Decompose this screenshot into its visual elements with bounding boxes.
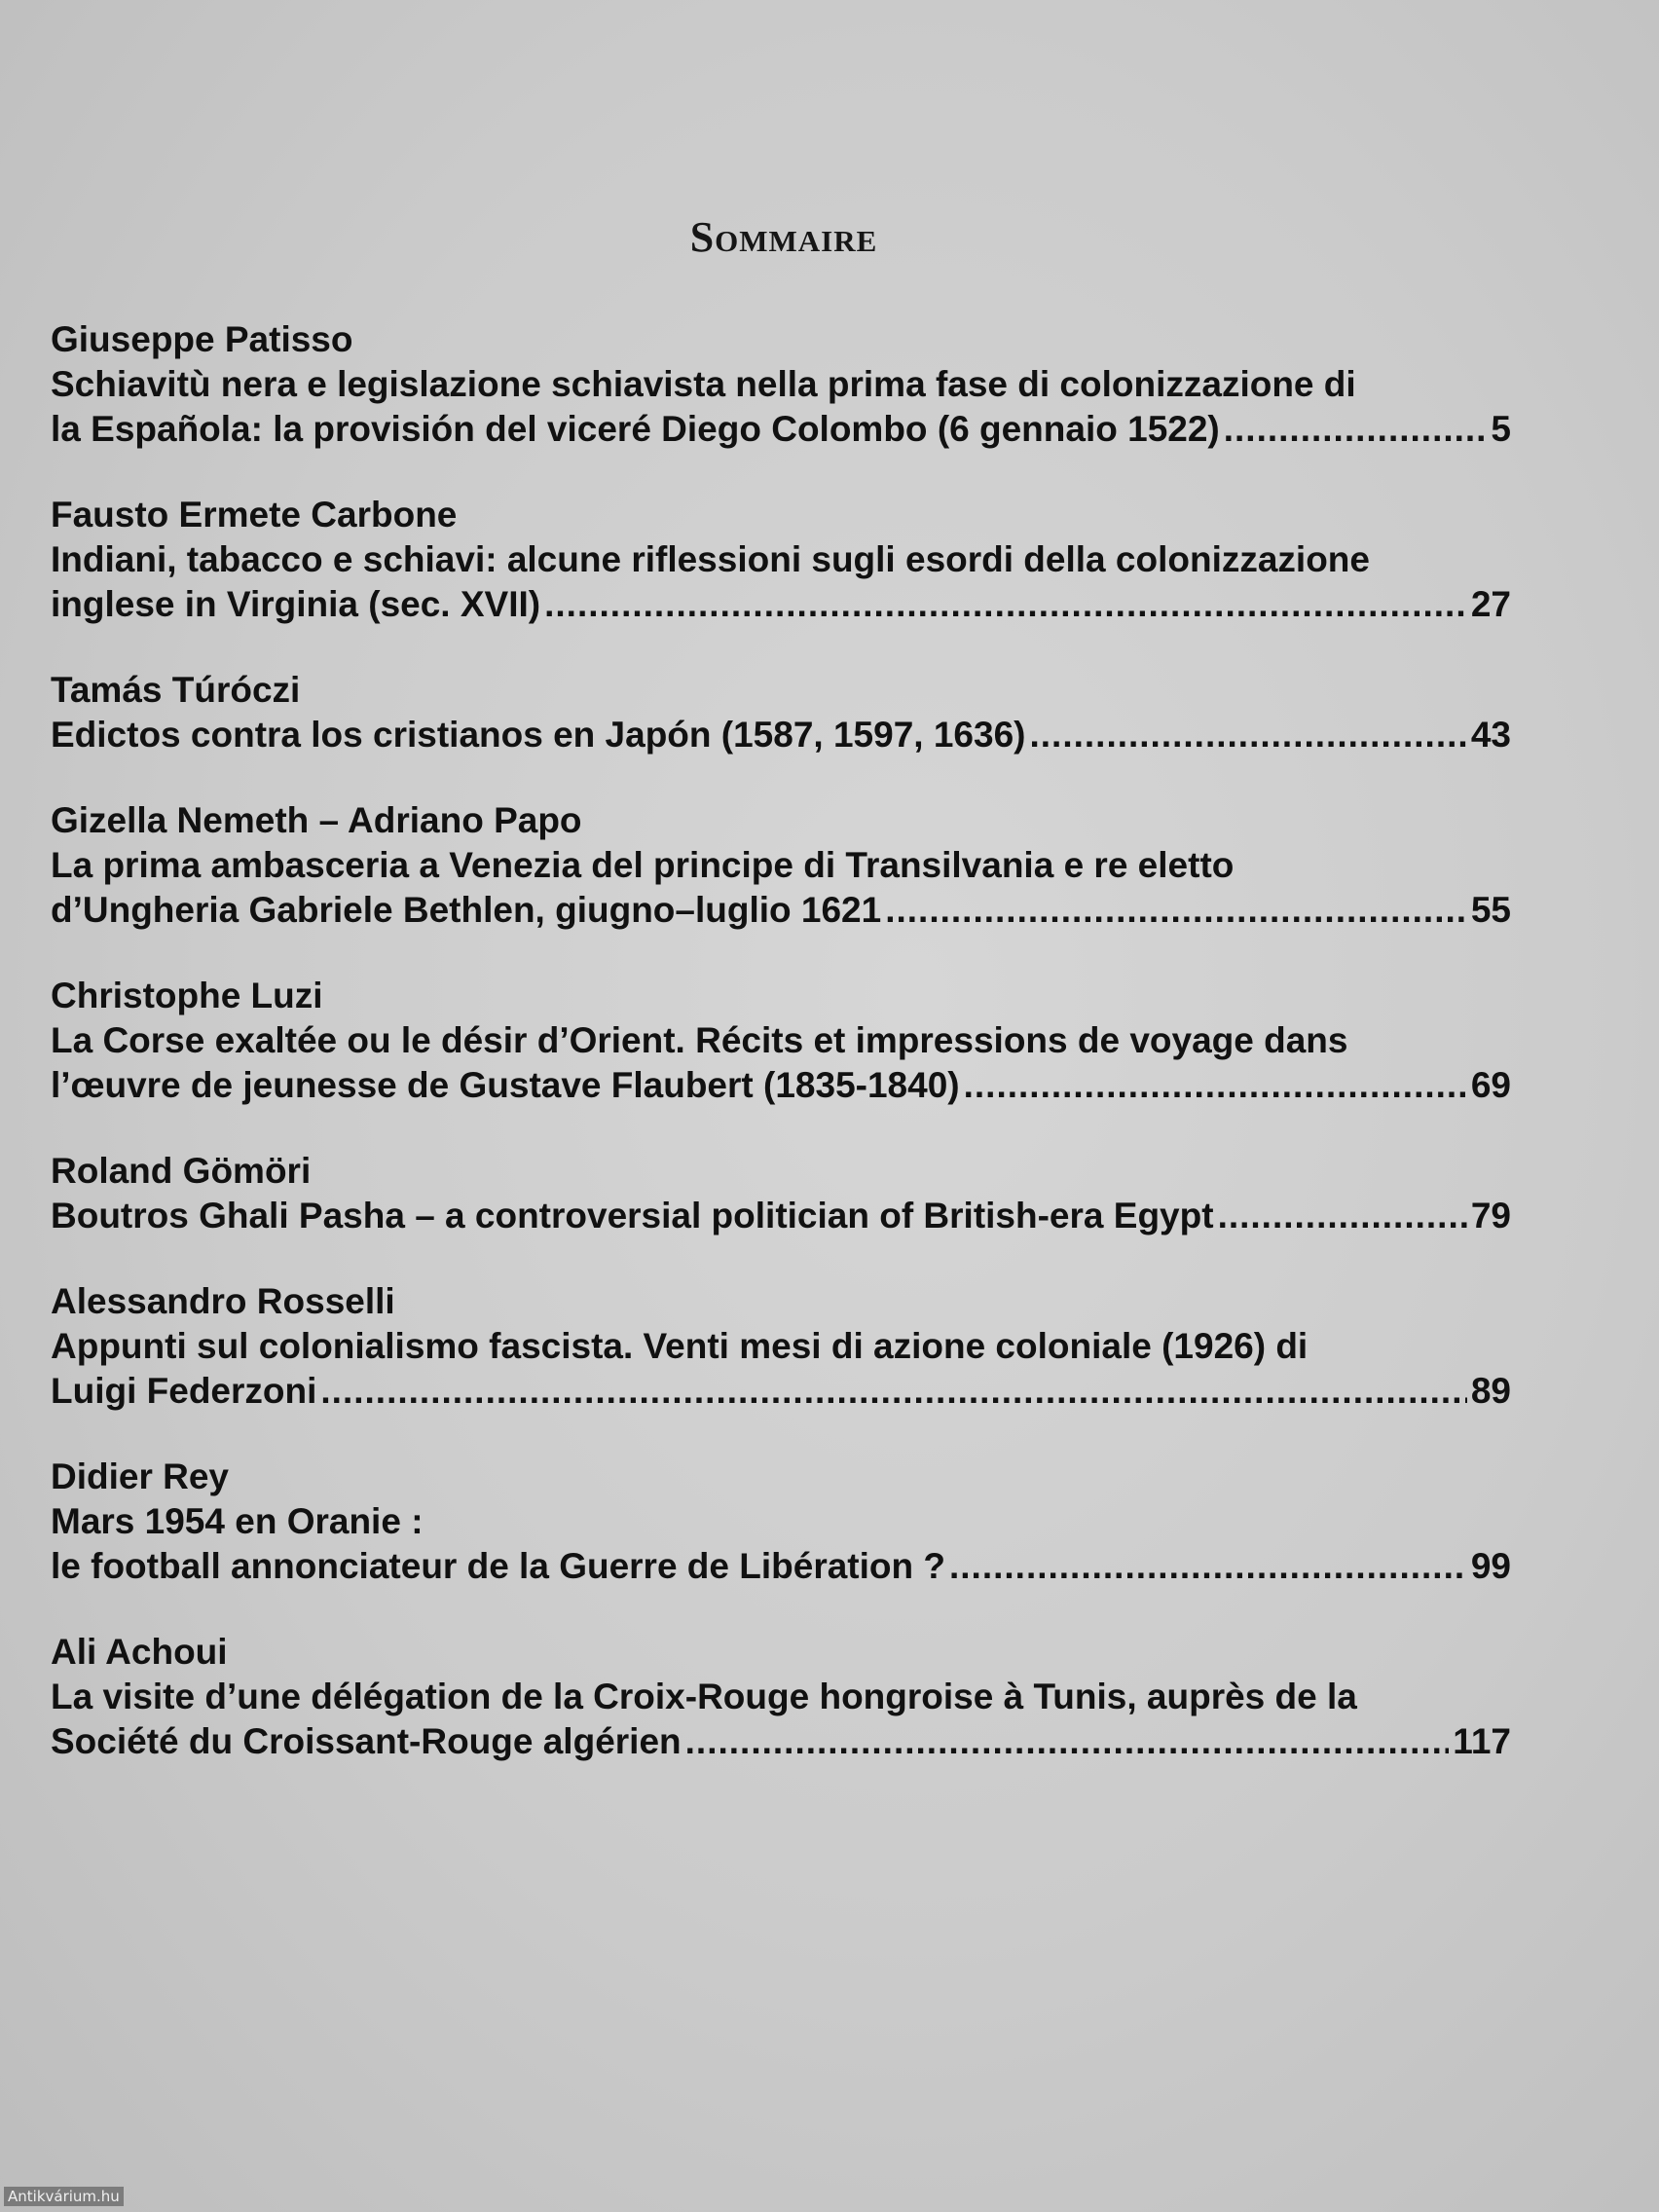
- toc-title-last-line: [51, 713, 1511, 757]
- toc-title-last-line: [51, 1194, 1511, 1238]
- toc-title-line: La prima ambasceria a Venezia del principe di Transilvania e re eletto: [51, 845, 1235, 885]
- toc-entry: [51, 1455, 1511, 1589]
- dot-leader: [1218, 1194, 1467, 1238]
- page-number: 55: [1470, 890, 1511, 930]
- toc-author: Alessandro Rosselli: [51, 1281, 395, 1321]
- page-number: 5: [1491, 409, 1511, 449]
- toc-author: Tamás Túróczi: [51, 670, 301, 710]
- page-number: 99: [1470, 1546, 1511, 1586]
- page-number: 43: [1470, 715, 1511, 755]
- toc-title-line: inglese in Virginia (sec. XVII): [51, 584, 541, 624]
- dot-leader: [685, 1719, 1450, 1764]
- toc-entry: [51, 1279, 1511, 1414]
- toc-title-line: Indiani, tabacco e schiavi: alcune riflessioni sugli esordi della colonizzazione: [51, 539, 1370, 579]
- toc-entry: [51, 317, 1511, 452]
- toc-title-line: Boutros Ghali Pasha – a controversial politician of British-era Egypt: [51, 1196, 1214, 1235]
- page-number: 89: [1470, 1371, 1511, 1411]
- toc-title-line: La visite d’une délégation de la Croix-Rouge hongroise à Tunis, auprès de la: [51, 1677, 1357, 1716]
- dot-leader: [320, 1369, 1466, 1414]
- toc-entry: [51, 668, 1511, 757]
- toc-entry: [51, 798, 1511, 933]
- toc-entry: [51, 974, 1511, 1108]
- toc-title-last-line: [51, 582, 1511, 627]
- toc-author: Giuseppe Patisso: [51, 319, 353, 359]
- toc-title-last-line: [51, 1544, 1511, 1589]
- toc-title-line: d’Ungheria Gabriele Bethlen, giugno–luglio 1621: [51, 890, 882, 930]
- page-number: 69: [1470, 1065, 1511, 1105]
- toc-entry: [51, 1630, 1511, 1764]
- toc-author: Fausto Ermete Carbone: [51, 495, 458, 535]
- toc-title-line: La Corse exaltée ou le désir d’Orient. Récits et impressions de voyage dans: [51, 1020, 1348, 1060]
- toc-title-line: la Española: la provisión del viceré Diego Colombo (6 gennaio 1522): [51, 409, 1220, 449]
- toc-author: Gizella Nemeth – Adriano Papo: [51, 800, 582, 840]
- dot-leader: [544, 582, 1467, 627]
- page-number: 117: [1453, 1721, 1511, 1761]
- toc-title-line: Edictos contra los cristianos en Japón (1587, 1597, 1636): [51, 715, 1026, 755]
- toc-entry: [51, 493, 1511, 627]
- toc-author: Roland Gömöri: [51, 1151, 312, 1191]
- toc-entry: [51, 1149, 1511, 1238]
- toc-title-last-line: [51, 407, 1511, 452]
- dot-leader: [949, 1544, 1467, 1589]
- dot-leader: [964, 1063, 1467, 1108]
- table-of-contents: [51, 317, 1511, 1805]
- dot-leader: [1224, 407, 1488, 452]
- toc-title-line: le football annonciateur de la Guerre de Libération ?: [51, 1546, 945, 1586]
- page-title: Sommaire: [689, 213, 878, 261]
- toc-author: Ali Achoui: [51, 1632, 228, 1672]
- toc-title-line: Schiavitù nera e legislazione schiavista nella prima fase di colonizzazione di: [51, 364, 1356, 404]
- toc-title-line: Mars 1954 en Oranie :: [51, 1501, 424, 1541]
- toc-title-line: Société du Croissant-Rouge algérien: [51, 1721, 682, 1761]
- toc-title-last-line: [51, 1719, 1511, 1764]
- toc-title-last-line: [51, 888, 1511, 933]
- toc-author: Didier Rey: [51, 1456, 230, 1496]
- toc-title-line: Luigi Federzoni: [51, 1371, 317, 1411]
- toc-title-last-line: [51, 1063, 1511, 1108]
- toc-title-line: Appunti sul colonialismo fascista. Venti mesi di azione coloniale (1926) di: [51, 1326, 1309, 1366]
- page-number: 27: [1470, 584, 1511, 624]
- watermark: Antikvárium.hu: [4, 2187, 124, 2206]
- toc-author: Christophe Luzi: [51, 976, 323, 1015]
- toc-title-line: l’œuvre de jeunesse de Gustave Flaubert (1835-1840): [51, 1065, 960, 1105]
- toc-title-last-line: [51, 1369, 1511, 1414]
- dot-leader: [885, 888, 1467, 933]
- page-number: 79: [1470, 1196, 1511, 1235]
- dot-leader: [1029, 713, 1466, 757]
